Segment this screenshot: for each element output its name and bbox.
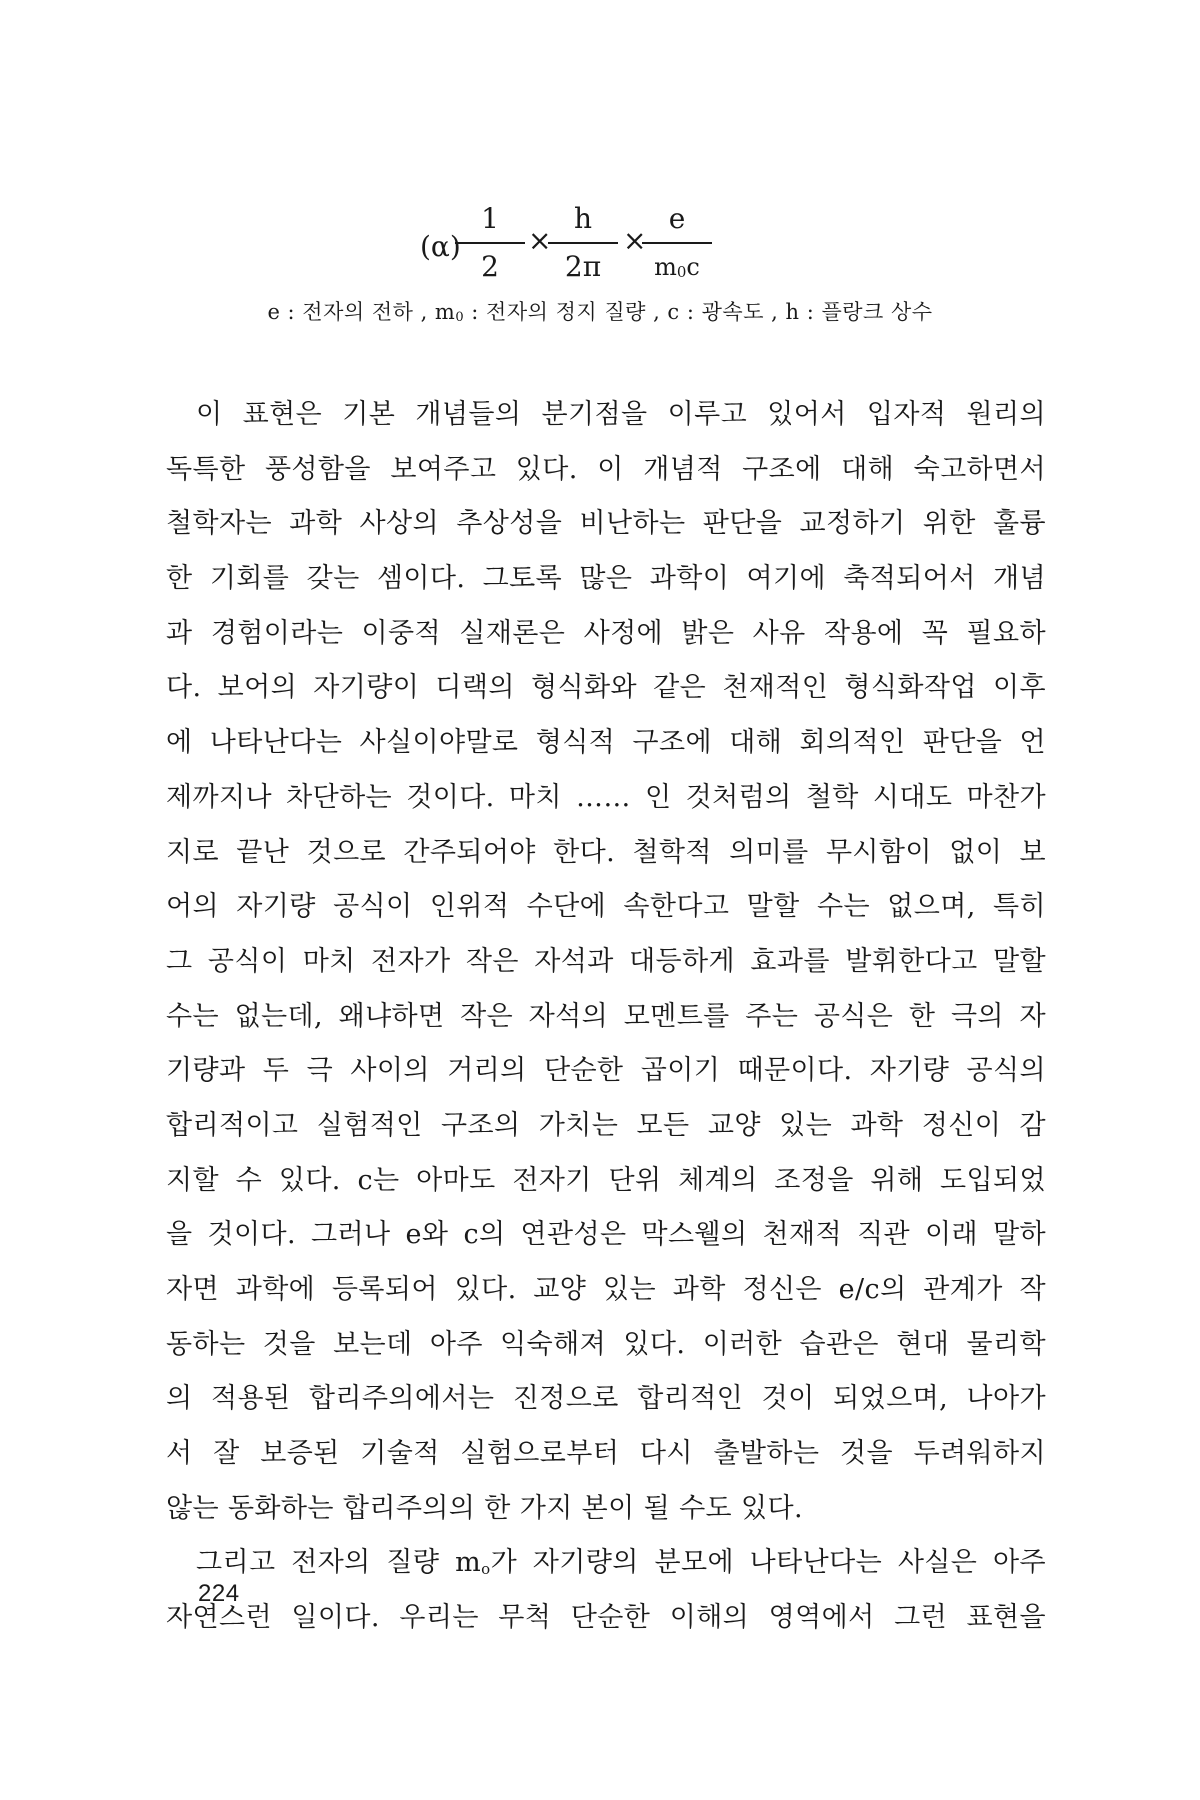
mass-symbol: m	[654, 253, 677, 281]
text-line: 않는 동화하는 합리주의의 한 가지 본이 될 수도 있다.	[166, 1492, 803, 1524]
fraction-bar	[642, 242, 712, 244]
text-line: 제까지나 차단하는 것이다. 마치 …… 인 것처럼의 철학 시대도 마찬가	[166, 781, 1046, 813]
text-fragment: 가 자기량의 분모에 나타난다는 사실은 아주	[490, 1547, 1046, 1579]
text-line: 철학자는 과학 사상의 추상성을 비난하는 판단을 교정하기 위한 훌륭	[166, 508, 1046, 540]
fraction-bar	[455, 242, 525, 244]
page-number: 224	[198, 1580, 240, 1607]
times-sign: ×	[528, 224, 552, 257]
formula-alpha	[0, 200, 1200, 290]
text-line	[166, 1536, 1046, 1591]
text-fragment: 그리고 전자의 질량 m	[196, 1547, 482, 1579]
fraction-e-over-m0c	[642, 200, 712, 286]
fraction-numerator: h	[573, 202, 593, 235]
times-sign: ×	[623, 224, 647, 257]
light-speed-symbol: c	[686, 253, 700, 281]
text-line: 다. 보어의 자기량이 디랙의 형식화와 같은 천재적인 형식화작업 이후	[166, 672, 1046, 704]
text-line: 지로 끝난 것으로 간주되어야 한다. 철학적 의미를 무시함이 없이 보	[166, 836, 1046, 868]
text-line: 의 적용된 합리주의에서는 진정으로 합리적인 것이 되었으며, 나아가	[166, 1383, 1046, 1415]
text-line: 한 기회를 갖는 셈이다. 그토록 많은 과학이 여기에 축적되어서 개념	[166, 563, 1046, 595]
formula-legend	[0, 296, 1200, 326]
equation-label: (α)	[420, 230, 461, 263]
body-text	[166, 388, 1046, 1646]
text-line: 을 것이다. 그러나 e와 c의 연관성은 막스웰의 천재적 직관 이래 말하	[166, 1219, 1046, 1251]
text-line: 자연스런 일이다. 우리는 무척 단순한 이해의 영역에서 그런 표현을	[166, 1602, 1046, 1634]
fraction-numerator: 1	[481, 202, 499, 235]
legend-subscript: 0	[455, 310, 465, 325]
text-line: 동하는 것을 보는데 아주 익숙해져 있다. 이러한 습관은 현대 물리학	[166, 1328, 1046, 1360]
text-line: 과 경험이라는 이중적 실재론은 사정에 밝은 사유 작용에 꼭 필요하	[166, 617, 1046, 649]
mass-subscript: o	[481, 1560, 491, 1579]
fraction-bar	[548, 242, 618, 244]
fraction-numerator: e	[668, 202, 686, 235]
text-line: 어의 자기량 공식이 인위적 수단에 속한다고 말할 수는 없으며, 특히	[166, 891, 1046, 923]
text-line: 지할 수 있다. c는 아마도 전자기 단위 체계의 조정을 위해 도입되었	[166, 1164, 1046, 1196]
fraction-one-half	[455, 200, 525, 286]
text-line: 그 공식이 마치 전자가 작은 자석과 대등하게 효과를 발휘한다고 말할	[166, 945, 1046, 977]
fraction-denominator: 2	[481, 250, 499, 283]
text-line: 기량과 두 극 사이의 거리의 단순한 곱이기 때문이다. 자기량 공식의	[166, 1055, 1046, 1087]
legend-part-2: : 전자의 정지 질량 , c : 광속도 , h : 플랑크 상수	[464, 300, 933, 324]
text-line: 서 잘 보증된 기술적 실험으로부터 다시 출발하는 것을 두려워하지	[166, 1438, 1046, 1470]
text-line: 이 표현은 기본 개념들의 분기점을 이루고 있어서 입자적 원리의	[196, 399, 1046, 430]
text-line: 독특한 풍성함을 보여주고 있다. 이 개념적 구조에 대해 숙고하면서	[166, 453, 1046, 485]
legend-part-1: e : 전자의 전하 , m	[267, 300, 456, 324]
text-line: 수는 없는데, 왜냐하면 작은 자석의 모멘트를 주는 공식은 한 극의 자	[166, 1000, 1046, 1032]
fraction-denominator	[642, 248, 712, 286]
fraction-denominator: 2π	[564, 250, 602, 283]
mass-subscript: 0	[676, 263, 687, 281]
fraction-h-over-2pi	[548, 200, 618, 286]
text-line: 자면 과학에 등록되어 있다. 교양 있는 과학 정신은 e/c의 관계가 작	[166, 1274, 1046, 1305]
text-line: 에 나타난다는 사실이야말로 형식적 구조에 대해 회의적인 판단을 언	[166, 727, 1046, 759]
text-line: 합리적이고 실험적인 구조의 가치는 모든 교양 있는 과학 정신이 감	[166, 1109, 1046, 1141]
